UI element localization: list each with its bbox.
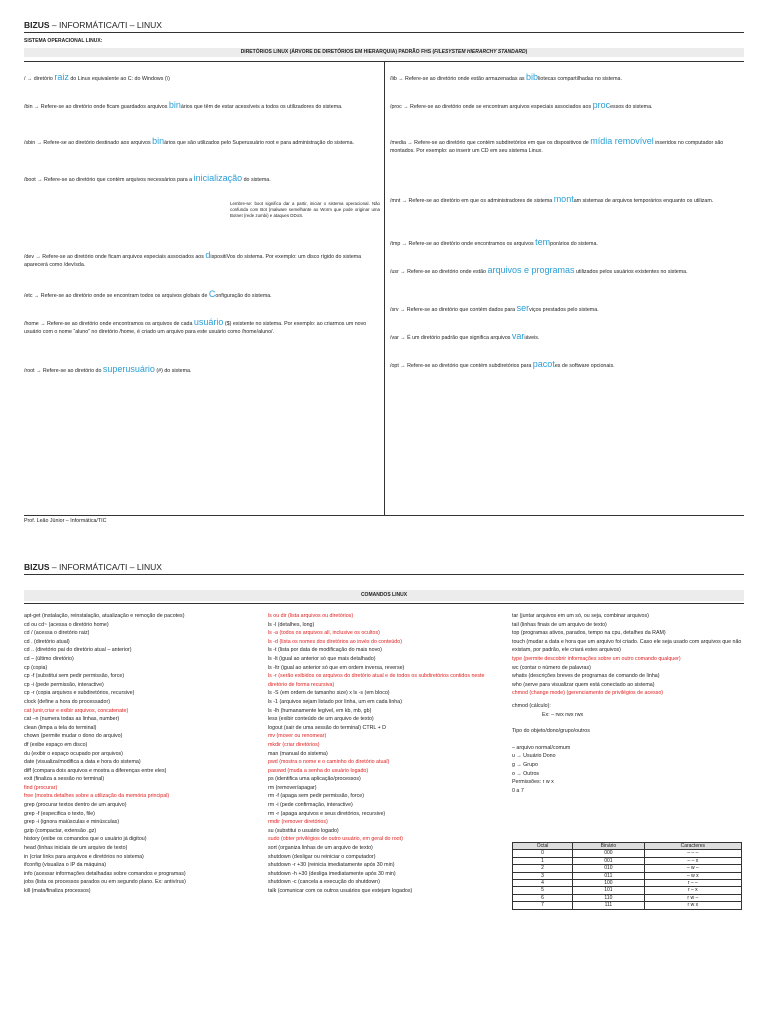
command-item: cat (unir,criar e exibir arquivos, concatenate) xyxy=(24,707,129,714)
command-item: ls -1 (arquivos sejam listado por linha, um em cada linha) xyxy=(268,698,402,705)
command-item: cd .. (diretório pai do diretório atual – anterior) xyxy=(24,647,132,654)
table-cell: r – – xyxy=(644,880,741,887)
command-item: date (visualiza/modifica a data e hora do sistema) xyxy=(24,759,141,766)
command-item: man (manual do sistema) xyxy=(268,750,328,757)
octal-table-header: Binário xyxy=(573,843,645,850)
entry-highlight: mídia removível xyxy=(590,136,654,146)
legend-item: u → Usuário Dono xyxy=(512,753,556,760)
entry-text: /home → Refere-se ao diretório onde encontramos os arquivos de cada xyxy=(24,321,194,327)
command-item: cp -i (pede permissão, interactive) xyxy=(24,681,104,688)
command-item: pwd (mostra o nome e o caminho do diretório atual) xyxy=(268,759,390,766)
table-row xyxy=(513,872,742,879)
chmod-legend xyxy=(512,744,746,796)
command-item: su (substitui o usuário logado) xyxy=(268,827,339,834)
command-item: cp -f (substitui sem pedir permissão, force) xyxy=(24,673,125,680)
left-directory-entry xyxy=(24,365,378,375)
legend-item: g → Grupo xyxy=(512,761,538,768)
entry-highlight: var xyxy=(511,331,525,341)
entry-text: /dev → Refere-se ao diretório onde ficam arquivos especiais associados aos xyxy=(24,254,206,260)
command-item: ls -S (em ordem de tamanho size) x ls -s (em bloco) xyxy=(268,690,390,697)
table-row xyxy=(513,894,742,901)
legend-item: o → Outros xyxy=(512,770,540,777)
command-item: mv (mover ou renomear) xyxy=(268,733,327,740)
command-item: shutdown (desligar ou reiniciar o computador) xyxy=(268,853,376,860)
command-item: cd – (último diretório) xyxy=(24,655,74,662)
page2-band-title: COMANDOS LINUX xyxy=(360,592,408,598)
command-item: whatis (descrições breves de programas de comando de linha) xyxy=(512,673,660,680)
entry-text: essos do sistema. xyxy=(610,104,653,110)
command-item: in (criar links para arquivos e diretórios no sistema) xyxy=(24,853,144,860)
command-item: ls -lt (igual ao anterior só que mais detalhado) xyxy=(268,655,376,662)
entry-highlight: tem xyxy=(535,237,551,247)
right-directory-entry xyxy=(390,360,742,370)
page1-band xyxy=(24,48,744,57)
right-directory-entry xyxy=(390,137,742,156)
left-directory-entry xyxy=(24,251,378,270)
entry-text: am sistemas de arquivos temporários enquanto os utilizam. xyxy=(573,198,714,204)
entry-text: /bin → Refere-se ao diretório onde ficam guardados arquivos xyxy=(24,104,169,110)
command-item: shutdown -h +30 (desliga imediatamente após 30 min) xyxy=(268,870,396,877)
entry-highlight: superusuário xyxy=(102,364,155,374)
command-item: chown (permite mudar o dono do arquivo) xyxy=(24,733,123,740)
table-cell: 000 xyxy=(573,850,645,857)
left-directory-entry xyxy=(24,174,378,184)
command-item: ls -d (lista os nomes dos diretórios ao invés do conteúdo) xyxy=(268,638,402,645)
command-item: find (procurar) xyxy=(24,784,58,791)
octal-table xyxy=(512,842,742,910)
entry-text: ($) existente no sistema. Por exemplo: ao criarmos um novo usuário com o nome “aluno” no diretório /home, é criado um arquivo para este usuário como /home/aluno/. xyxy=(24,321,367,336)
boot-note: Lembre-se: boot significa dar a partir, iniciar o sistema operacional. Não confunda com Bot (malware semelhante ao Worm que pode originar uma Botnet (rede zumbi) e ataques DDoS. xyxy=(230,201,380,218)
command-item: ifconfig (visualiza o IP da máquina) xyxy=(24,862,107,869)
left-directory-entry xyxy=(24,101,378,111)
right-directory-entry xyxy=(390,101,742,111)
table-cell: 1 xyxy=(513,857,573,864)
table-row xyxy=(513,857,742,864)
table-cell: 011 xyxy=(573,872,645,879)
commands-column-1 xyxy=(24,612,259,896)
page1-top-rule xyxy=(24,32,744,33)
legend-item: 0 a 7 xyxy=(512,787,524,794)
table-cell: r w x xyxy=(644,902,741,909)
command-item: grep -f (especifica o texto, file) xyxy=(24,810,95,817)
left-directory-entry xyxy=(24,137,378,147)
page2-header-rest: – INFORMÁTICA/TI – LINUX xyxy=(49,562,162,572)
entry-text: utilizados pelos usuários existentes no sistema. xyxy=(574,269,688,275)
table-row xyxy=(513,850,742,857)
command-item: df (exibe espaço em disco) xyxy=(24,741,88,748)
entry-text: /lib → Refere-se ao diretório onde estão armazenadas as xyxy=(390,76,527,82)
command-item: clean (limpa a tela do terminal) xyxy=(24,724,97,731)
entry-highlight: bin xyxy=(168,100,181,110)
entry-highlight: C xyxy=(208,289,216,299)
entry-text: / → diretório xyxy=(24,76,55,82)
table-cell: 4 xyxy=(513,880,573,887)
command-item: cd . (diretório atual) xyxy=(24,638,70,645)
page1-section-title: SISTEMA OPERACIONAL LINUX: xyxy=(24,38,103,44)
command-item: rm -i (pede confirmação, interactive) xyxy=(268,802,353,809)
entry-text: ários que são utilizados pelo Superusuário root e para administração do sistema. xyxy=(164,140,355,146)
octal-table-wrap xyxy=(512,842,742,910)
command-item: talk (comunicar com os outros usuários que estejam logados) xyxy=(268,888,413,894)
left-directory-entry xyxy=(24,290,378,300)
entry-highlight: d xyxy=(205,250,211,260)
command-item: gzip (compactar, extensão .gz) xyxy=(24,827,97,834)
command-item: ps (identifica uma aplicação/processos) xyxy=(268,776,361,783)
legend-item: – arquivo normal/comum xyxy=(512,744,571,751)
page1-band-title: DIRETÓRIOS LINUX (ÁRVORE DE DIRETÓRIOS EM HIERARQUIA) PADRÃO FHS ( xyxy=(240,49,435,55)
right-directory-entry xyxy=(390,73,742,83)
command-item: free (mostra detalhes sobre a utilização da memória principal) xyxy=(24,793,170,800)
command-item: less (exibir conteúdo de um arquivo de texto) xyxy=(268,716,374,723)
command-item: ls ou dir (lista arquivos ou diretórios) xyxy=(268,613,354,619)
command-item: type (permite descobrir informações sobre um outro comando qualquer) xyxy=(512,655,681,662)
entry-highlight: bin xyxy=(152,136,165,146)
right-directory-entry xyxy=(390,266,742,276)
command-item: tail (linhas finais de um arquivo de texto) xyxy=(512,621,607,628)
left-directory-entry xyxy=(24,73,378,83)
entry-text: /opt → Refere-se ao diretório que contém subdiretórios para xyxy=(390,363,533,369)
command-item: ls -a (todos os arquivos all, inclusive os ocultos) xyxy=(268,630,380,637)
command-item: history (exibe os comandos que o usuário já digitou) xyxy=(24,836,147,843)
table-cell: 7 xyxy=(513,902,573,909)
legend-item: Permissões: r w x xyxy=(512,779,554,786)
command-item: cd / (acessa o diretório raiz) xyxy=(24,630,90,637)
command-item: ls -ltr (igual ao anterior só que em ordem inversa, reverse) xyxy=(268,664,405,671)
entry-text: es de software opcionais. xyxy=(554,363,615,369)
page2-header xyxy=(24,562,162,572)
command-item: cat –n (numera todas as linhas, number) xyxy=(24,716,120,723)
command-item: du (exibir o espaço ocupado por arquivos) xyxy=(24,750,123,757)
chmod-label: chmod (cálculo): xyxy=(512,703,551,709)
command-item: clock (define a hora do processador) xyxy=(24,698,110,705)
page1-footer: Prof. Leão Júnior – Informática/TIC xyxy=(24,518,107,524)
command-item: rmdir (remover diretórios) xyxy=(268,819,328,826)
table-cell: – – – xyxy=(644,850,741,857)
entry-highlight: usuário xyxy=(193,317,224,327)
page2-band xyxy=(24,590,744,601)
entry-text: (#) do sistema. xyxy=(154,368,192,374)
entry-text: inseridos no computador são montados. Por exemplo: ao inserir um CD em seu sistema Linux. xyxy=(390,140,724,155)
entry-text: /boot → Refere-se ao diretório que contém arquivos necessários para a xyxy=(24,177,194,183)
command-item: wc (contar o número de palavras) xyxy=(512,664,591,671)
command-item: ls -l (detalhes, long) xyxy=(268,621,315,628)
table-cell: 110 xyxy=(573,894,645,901)
table-row xyxy=(513,880,742,887)
table-row xyxy=(513,887,742,894)
page1-band-title-italic: FILESYSTEM HIERARCHY STANDARD xyxy=(434,49,526,55)
commands-column-2 xyxy=(268,612,504,896)
table-cell: 3 xyxy=(513,872,573,879)
entry-text: /sbin → Refere-se ao diretório destinado aos arquivos xyxy=(24,140,153,146)
table-cell: r w – xyxy=(644,894,741,901)
command-item: exit (finaliza a sessão no terminal) xyxy=(24,776,105,783)
entry-highlight: raiz xyxy=(54,72,69,82)
command-item: mkdir (criar diretórios) xyxy=(268,741,320,748)
entry-highlight: mont xyxy=(553,194,574,204)
page1-band-title-end: ) xyxy=(525,49,528,55)
entry-highlight: proc xyxy=(592,100,611,110)
command-item: ls -lh (humanamente legível, em kb, mb, gb) xyxy=(268,707,372,714)
page1-bottom-rule xyxy=(24,515,744,516)
entry-text: ários que têm de estar acessíveis a todos os utilizadores do sistema. xyxy=(180,104,343,110)
command-item: touch (mudar a data e hora que um arquivo foi criado. Caso ele seja usado com arquivos que não existam, por padrão, ele criará estes arquivos) xyxy=(512,638,742,654)
entry-text: viços prestados pelo sistema. xyxy=(529,307,599,313)
table-cell: – w – xyxy=(644,865,741,872)
table-cell: 101 xyxy=(573,887,645,894)
entry-text: /mnt → Refere-se ao diretório em que os administradores de sistema xyxy=(390,198,554,204)
entry-highlight: arquivos e programas xyxy=(487,265,575,275)
table-cell: 5 xyxy=(513,887,573,894)
octal-table-header: Caracteres xyxy=(644,843,741,850)
entry-text: /usr → Refere-se ao diretório onde estão xyxy=(390,269,488,275)
octal-table-header: Octal xyxy=(513,843,573,850)
command-item: grep -i (ignora maiúsculas e minúsculas) xyxy=(24,819,120,826)
table-cell: – w x xyxy=(644,872,741,879)
table-cell: r – x xyxy=(644,887,741,894)
command-item: ls -t (lista por data de modificação do mais novo) xyxy=(268,647,382,654)
command-item: top (programas ativos, parados, tempo na cpu, detalhes da RAM) xyxy=(512,630,666,637)
command-item: who (serve para visualizar quem está conectado ao sistema) xyxy=(512,681,655,688)
page1-header-rest: – INFORMÁTICA/TI – LINUX xyxy=(49,20,162,30)
entry-text: liotecas compartilhadas no sistema. xyxy=(538,76,622,82)
entry-text: /root → Refere-se ao diretório do xyxy=(24,368,103,374)
command-item: diff (compara dois arquivos e mostra a diferenças entre eles) xyxy=(24,767,167,774)
table-cell: 010 xyxy=(573,865,645,872)
page2-mid-rule xyxy=(24,603,744,604)
command-item: sudo (obter privilégios de outro usuário, em geral do root) xyxy=(268,836,403,843)
entry-highlight: inicialização xyxy=(193,173,243,183)
entry-text: porários do sistema. xyxy=(550,241,598,247)
table-cell: 6 xyxy=(513,894,573,901)
right-directory-entry xyxy=(390,238,742,248)
command-item: apt-get (instalação, reinstalação, atualização e remoção de pacotes) xyxy=(24,613,185,619)
right-directory-entry xyxy=(390,304,742,314)
command-item: tar (juntar arquivos em um só, ou seja, combinar arquivos) xyxy=(512,613,649,619)
right-directory-entry xyxy=(390,195,742,205)
page2-header-main: BIZUS xyxy=(24,562,50,572)
command-item: info (acessar informações detalhadas sobre comandos e programas) xyxy=(24,870,186,877)
page2-top-rule xyxy=(24,574,744,575)
entry-text: do sistema. xyxy=(242,177,271,183)
command-item: grep (procurar textos dentro de um arquivo) xyxy=(24,802,127,809)
command-item: sort (organiza linhas de um arquivo de texto) xyxy=(268,845,373,852)
right-directory-entry xyxy=(390,332,742,342)
chmod-example: Ex: – rwx rwx rwx xyxy=(542,711,584,718)
command-item: rm -r (apaga arquivos e seus diretórios, recursive) xyxy=(268,810,386,817)
command-item: cd ou cd~ (acessa o diretório home) xyxy=(24,621,109,628)
octal-table-header-row xyxy=(513,843,742,850)
chmod-block xyxy=(512,702,746,795)
entry-highlight: bib xyxy=(526,72,539,82)
command-item: kill (mata/finaliza processos) xyxy=(24,888,91,894)
entry-text: /etc → Refere-se ao diretório onde se encontram todos os arquivos globais de xyxy=(24,293,209,299)
entry-text: do Linux equivalente ao C: do Windows (\) xyxy=(68,76,170,82)
page1-header-main: BIZUS xyxy=(24,20,50,30)
table-cell: 2 xyxy=(513,865,573,872)
tipo-label: Tipo do objeto/dono/grupo/outros xyxy=(512,728,590,735)
page1-header xyxy=(24,20,162,30)
command-item: shutdown -c (cancela a execução do shutdown) xyxy=(268,879,380,886)
commands-column-3 xyxy=(512,612,746,698)
command-item: rm -f (apaga sem pedir permissão, force) xyxy=(268,793,364,800)
command-item: jobs (lista os processos parados ou em segundo plano. Ex: antivírus) xyxy=(24,879,186,886)
command-item: logout (sair de uma sessão do terminal) CTRL + D xyxy=(268,724,387,731)
command-item: chmod (change mode) (gerenciamento de privilégios de acesso) xyxy=(512,690,664,697)
table-row xyxy=(513,865,742,872)
page1-column-divider xyxy=(384,61,385,515)
entry-text: /media → Refere-se ao diretório que contém subdiretórios em que os dispositivos de xyxy=(390,140,591,146)
table-cell: 111 xyxy=(573,902,645,909)
table-cell: 001 xyxy=(573,857,645,864)
table-row xyxy=(513,902,742,909)
entry-text: onfiguração do sistema. xyxy=(215,293,272,299)
entry-text: /tmp → Refere-se ao diretório onde encontramos os arquivos xyxy=(390,241,536,247)
entry-text: /proc → Refere-se ao diretório onde se encontram arquivos especiais associados aos xyxy=(390,104,593,110)
table-cell: 0 xyxy=(513,850,573,857)
command-item: cp -r (copia arquivos e subdiretórios, recursive) xyxy=(24,690,135,697)
command-item: ls -r (serão exibidos os arquivos do diretório atual e de todos os subdiretórios contidos neste diretório de forma recursiva) xyxy=(268,673,485,688)
command-item: shutdown -r +30 (reinicia imediatamente após 30 min) xyxy=(268,862,395,869)
left-directory-entry xyxy=(24,318,378,337)
table-cell: 100 xyxy=(573,880,645,887)
table-cell: – – x xyxy=(644,857,741,864)
octal-table-body xyxy=(513,850,742,909)
entry-text: /srv → Refere-se ao diretório que contém dados para xyxy=(390,307,517,313)
command-item: rm (remover/apagar) xyxy=(268,784,317,791)
command-item: head (linhas iniciais de um arquivo de texto) xyxy=(24,845,128,852)
entry-text: /var → É um diretório padrão que significa arquivos xyxy=(390,335,512,341)
entry-text: ispositiVos do sistema. Por exemplo: um disco rígido do sistema aparecerá como /dev/sda. xyxy=(24,254,362,269)
entry-text: iáveis. xyxy=(524,335,540,341)
command-item: cp (copia) xyxy=(24,664,48,671)
command-item: passwd (muda a senha do usuário logado) xyxy=(268,767,369,774)
entry-highlight: pacot xyxy=(532,359,555,369)
entry-highlight: ser xyxy=(516,303,530,313)
